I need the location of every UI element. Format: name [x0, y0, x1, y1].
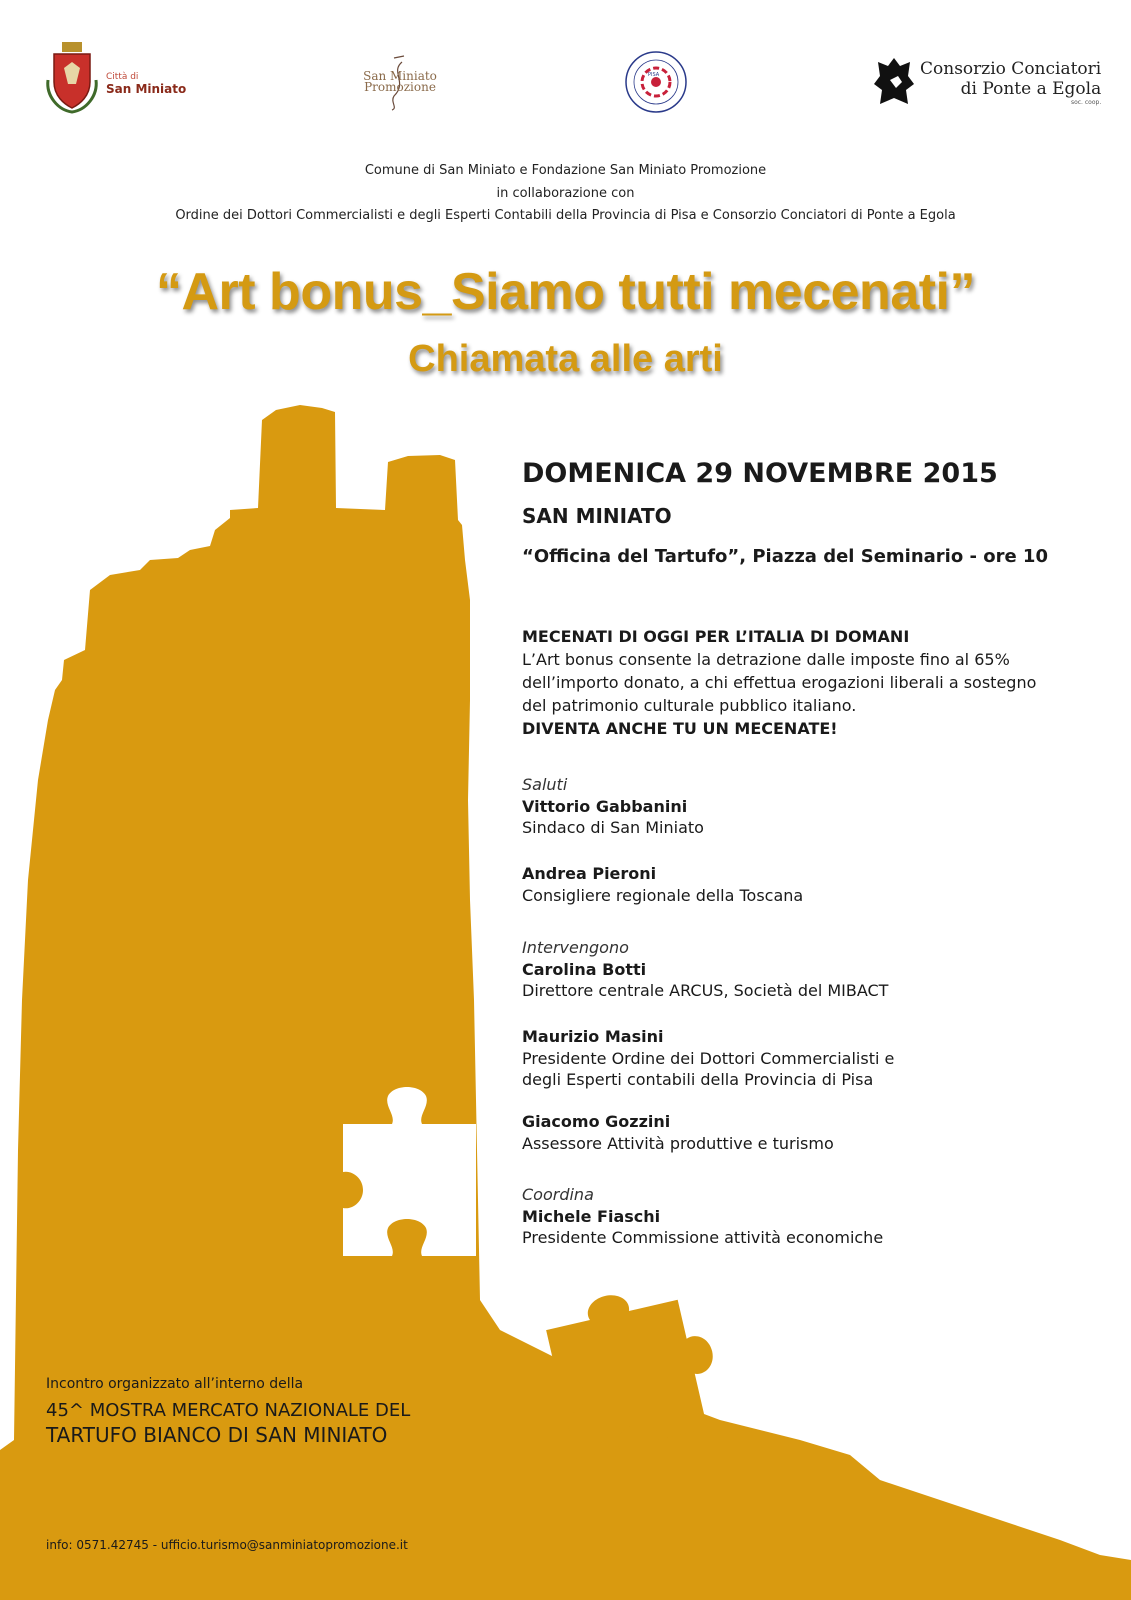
coat-of-arms-icon: [44, 40, 100, 114]
speaker-title: Presidente Commissione attività economiche: [522, 1228, 884, 1247]
contact-info: info: 0571.42745 - ufficio.turismo@sanminiatopromozione.it: [46, 1538, 408, 1552]
organizers-line2: in collaborazione con: [496, 185, 635, 201]
consorzio-sub: soc. coop.: [1070, 98, 1102, 106]
role-label: Intervengono: [522, 938, 629, 957]
role-label: Coordina: [522, 1185, 594, 1204]
page-title: “Art bonus_Siamo tutti mecenati”: [156, 263, 975, 321]
logo-san-miniato: [44, 40, 186, 114]
logo-city-small: Città di: [106, 72, 139, 82]
speaker-name: Maurizio Masini: [522, 1027, 664, 1046]
intro-line1: L’Art bonus consente la detrazione dalle imposte fino al 65%: [522, 650, 1010, 669]
speaker-title: Assessore Attività produttive e turismo: [522, 1133, 834, 1153]
speaker-name: Carolina Botti: [522, 959, 647, 979]
intro-cta: DIVENTA ANCHE TU UN MECENATE!: [522, 719, 838, 738]
intro-line2: dell’importo donato, a chi effettua erogazioni liberali a sostegno: [522, 673, 1037, 692]
speaker-title: Sindaco di San Miniato: [522, 818, 704, 837]
footer-note: [46, 1376, 410, 1447]
logo-promozione: [356, 52, 444, 112]
program-intervengono: [522, 937, 1112, 1002]
event-city: SAN MINIATO: [522, 504, 672, 528]
speaker-name: Giacomo Gozzini: [522, 1112, 671, 1131]
footer-event-line1: 45^ MOSTRA MERCATO NAZIONALE DEL: [46, 1400, 411, 1421]
speaker-title: Consigliere regionale della Toscana: [522, 885, 804, 905]
logo-consorzio: [872, 56, 1101, 108]
program-speaker2: [522, 863, 1112, 906]
event-venue: “Officina del Tartufo”, Piazza del Seminario - ore 10: [522, 546, 1048, 567]
speaker-title: Direttore centrale ARCUS, Società del MIBACT: [522, 981, 889, 1000]
role-label: Saluti: [522, 775, 568, 794]
program-speaker4: [522, 1026, 1112, 1091]
organizers: [0, 160, 1131, 228]
organizers-line3: Ordine dei Dottori Commercialisti e degli Esperti Contabili della Provincia di Pisa e Consorzio Conciatori di Ponte a Egola: [175, 208, 956, 223]
program-speaker5: [522, 1111, 1112, 1154]
program-coordina: [522, 1184, 1112, 1249]
ordine-seal-icon: [624, 50, 688, 114]
logo-city-name: San Miniato: [106, 82, 187, 96]
footer-event-line2: TARTUFO BIANCO DI SAN MINIATO: [46, 1423, 388, 1447]
consorzio-line1: Consorzio Conciatori: [920, 58, 1102, 79]
program-saluti: [522, 774, 1112, 839]
speaker-title-2: degli Esperti contabili della Provincia di Pisa: [522, 1070, 874, 1089]
logo-ordine: [624, 50, 688, 114]
organizers-line1: Comune di San Miniato e Fondazione San Miniato Promozione: [364, 163, 767, 178]
promozione-line2: Promozione: [364, 80, 436, 94]
footer-note-line: Incontro organizzato all’interno della: [46, 1376, 304, 1392]
promozione-line1: San Miniato: [363, 69, 437, 83]
event-date: DOMENICA 29 NOVEMBRE 2015: [522, 458, 998, 489]
speaker-name: Andrea Pieroni: [522, 864, 657, 883]
intro-line3: del patrimonio culturale pubblico italiano.: [522, 696, 857, 715]
speaker-name: Michele Fiaschi: [522, 1206, 661, 1226]
intro-text: [522, 625, 1112, 740]
ordine-seal-label: PISA: [648, 72, 660, 78]
consorzio-line2: di Ponte a Egola: [960, 78, 1102, 99]
intro-heading: MECENATI DI OGGI PER L’ITALIA DI DOMANI: [522, 627, 910, 646]
page-subtitle: Chiamata alle arti: [408, 338, 723, 380]
speaker-name: Vittorio Gabbanini: [522, 796, 688, 816]
speaker-title-1: Presidente Ordine dei Dottori Commercialisti e: [522, 1048, 895, 1068]
leather-hide-icon: [872, 56, 916, 108]
